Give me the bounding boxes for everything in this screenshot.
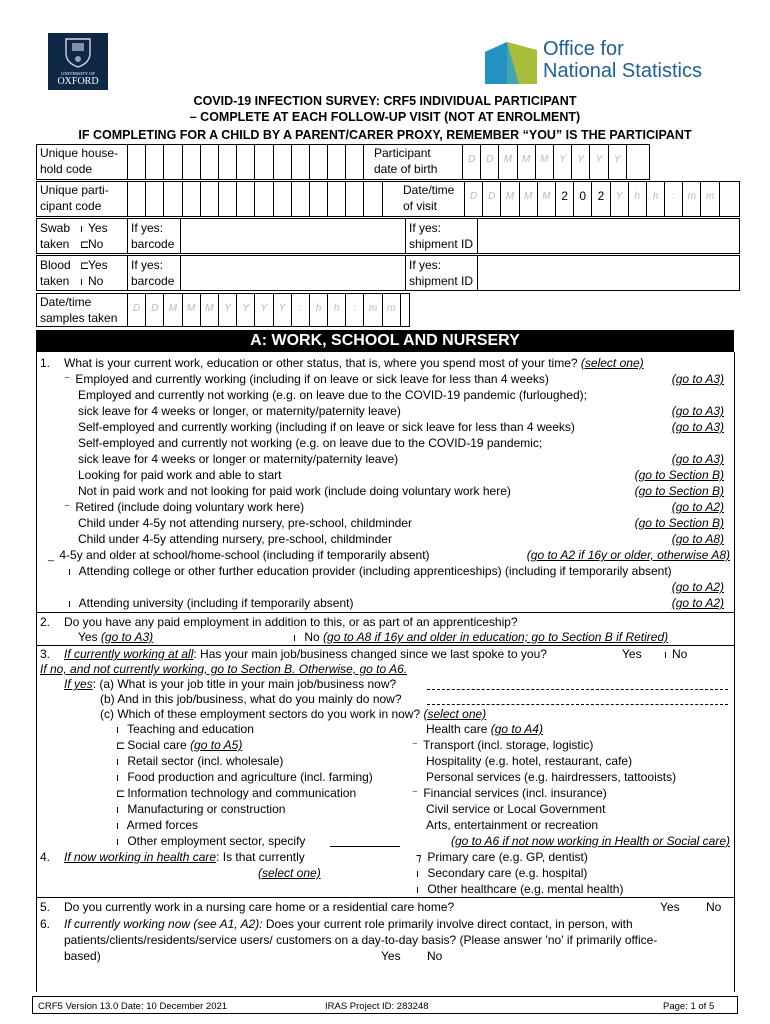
swab-label-2: taken xyxy=(40,237,70,251)
oxford-big-text: OXFORD xyxy=(57,76,99,87)
dob-grid-cell[interactable]: Y xyxy=(590,144,608,180)
q2-no-option[interactable]: ı No (go to A8 if 16y and older in education; go to Section B if Retired) xyxy=(293,630,669,644)
samples-grid-cell[interactable]: h xyxy=(328,293,346,327)
q6-no-option[interactable]: No xyxy=(427,949,443,963)
visit-datetime-cells[interactable] xyxy=(464,181,720,217)
samples-grid-cell[interactable]: Y xyxy=(255,293,273,327)
q5-text: Do you currently work in a nursing care home or a residential care home? xyxy=(64,900,455,914)
q4-secondary-care[interactable]: ı Secondary care (e.g. hospital) xyxy=(416,866,588,880)
q3b-text: (b) And in this job/business, what do you mainly do now? xyxy=(100,692,402,706)
sector-other[interactable]: ı Other employment sector, specify xyxy=(116,834,306,848)
q1-option-employed-not-working-2: sick leave for 4 weeks or longer, or maternity/paternity leave) xyxy=(78,404,401,418)
samples-grid-cell[interactable]: D xyxy=(146,293,164,327)
samples-grid-cell[interactable]: M xyxy=(201,293,219,327)
samples-datetime-cells[interactable] xyxy=(127,293,401,327)
q1-opt7-goto: (go to A2) xyxy=(671,500,724,514)
samples-grid-cell[interactable]: : xyxy=(292,293,310,327)
sector-retail[interactable]: ı Retail sector (incl. wholesale) xyxy=(116,754,284,768)
dob-cells[interactable] xyxy=(462,144,627,180)
q5-number: 5. xyxy=(40,900,51,914)
q1-opt3-goto: (go to A3) xyxy=(671,420,724,434)
q1-text: What is your current work, education or other status, that is, where you spend most of your time? (select one) xyxy=(64,356,644,370)
samples-grid-cell[interactable]: M xyxy=(164,293,182,327)
sector-armed-forces[interactable]: ı Armed forces xyxy=(116,818,199,832)
visit-grid-cell[interactable]: Y xyxy=(611,181,629,217)
q1-opt6-goto: (go to Section B) xyxy=(634,484,724,498)
blood-label-2: taken xyxy=(40,274,70,288)
q4-number: 4. xyxy=(40,850,51,864)
dob-grid-cell[interactable]: M xyxy=(499,144,517,180)
household-code-cells[interactable] xyxy=(127,144,364,180)
visit-grid-cell[interactable]: 2 xyxy=(592,181,610,217)
sector-transport[interactable]: ⁻ Transport (incl. storage, logistic) xyxy=(412,738,594,752)
samples-grid-cell[interactable]: D xyxy=(128,293,146,327)
blood-no-label: No xyxy=(88,274,104,288)
samples-grid-cell[interactable]: Y xyxy=(274,293,292,327)
q6-text-3: based) xyxy=(64,949,101,963)
participant-label-1: Unique parti- xyxy=(40,183,109,197)
samples-grid-cell[interactable]: Y xyxy=(219,293,237,327)
q3c-text: (c) Which of these employment sectors do you work in now? (select one) xyxy=(100,707,487,721)
dob-grid-cell[interactable]: D xyxy=(481,144,499,180)
q5-no-option[interactable]: No xyxy=(706,900,722,914)
survey-title: COVID-19 INFECTION SURVEY: CRF5 INDIVIDUAL PARTICIPANT xyxy=(193,94,577,108)
visit-grid-cell[interactable]: m xyxy=(683,181,701,217)
q1-opt9-goto: (go to A8) xyxy=(671,532,724,546)
q3-no-option[interactable]: ı No xyxy=(664,647,688,661)
q4-other-healthcare[interactable]: ı Other healthcare (e.g. mental health) xyxy=(416,882,624,896)
blood-yes-option[interactable]: ⊏Yes xyxy=(80,258,108,272)
sector-food[interactable]: ı Food production and agriculture (incl. farming) xyxy=(116,770,373,784)
oxford-logo xyxy=(48,33,108,90)
sector-hospitality[interactable]: Hospitality (e.g. hotel, restaurant, cafe) xyxy=(426,754,633,768)
q1-option-employed-not-working[interactable]: Employed and currently not working (e.g. on leave due to the COVID-19 pandemic (furloughed); xyxy=(78,388,587,402)
samples-label-2: samples taken xyxy=(40,311,118,325)
q6-number: 6. xyxy=(40,917,51,931)
visit-label-2: of visit xyxy=(403,199,438,213)
oxford-small-text: UNIVERSITY OF xyxy=(61,71,95,76)
q3b-answer-line[interactable] xyxy=(427,704,728,705)
sector-it[interactable]: ⊏ Information technology and communication xyxy=(116,786,357,800)
q1-option-school[interactable]: _ 4-5y and older at school/home-school (including if temporarily absent) xyxy=(48,548,430,562)
blood-no-option[interactable]: ı No xyxy=(80,274,104,288)
sector-teaching[interactable]: ı Teaching and education xyxy=(116,722,254,736)
footer-page: Page: 1 of 5 xyxy=(663,1001,715,1012)
q3-routing: If no, and not currently working, go to Section B. Otherwise, go to A6. xyxy=(40,662,408,676)
visit-grid-cell[interactable]: D xyxy=(465,181,483,217)
q1-opt1-goto: (go to A3) xyxy=(671,372,724,386)
swab-label-1: Swab xyxy=(40,221,71,235)
q1-option-self-employed-not-working-2: sick leave for 4 weeks or longer or maternity/paternity leave) xyxy=(78,452,399,466)
visit-grid-cell[interactable]: M xyxy=(501,181,519,217)
samples-grid-cell[interactable]: : xyxy=(346,293,364,327)
q1-opt8-goto: (go to Section B) xyxy=(634,516,724,530)
q1-option-retired[interactable]: ⁻ Retired (include doing voluntary work here) xyxy=(64,500,305,514)
samples-grid-cell[interactable]: Y xyxy=(237,293,255,327)
dob-grid-cell[interactable]: Y xyxy=(609,144,627,180)
q1-opt5-goto: (go to Section B) xyxy=(634,468,724,482)
samples-label-1: Date/time xyxy=(40,295,92,309)
dob-grid-cell[interactable]: Y xyxy=(572,144,590,180)
visit-grid-cell[interactable]: h xyxy=(629,181,647,217)
sector-civil-service[interactable]: Civil service or Local Government xyxy=(426,802,606,816)
q5-yes-option[interactable]: Yes xyxy=(660,900,680,914)
q6-text-2: patients/clients/residents/service users/ customers on a day-to-day basis? (Please answer 'no' if primarily office- xyxy=(64,933,658,947)
survey-subtitle: – COMPLETE AT EACH FOLLOW-UP VISIT (NOT AT ENROLMENT) xyxy=(189,110,581,124)
dob-grid-cell[interactable]: M xyxy=(536,144,554,180)
blood-label-1: Blood xyxy=(40,258,71,272)
sector-other-goto: (go to A6 if not now working in Health or Social care) xyxy=(450,834,730,848)
visit-grid-cell[interactable]: 0 xyxy=(574,181,592,217)
q4-hint: (select one) xyxy=(258,866,321,880)
q3a-answer-line[interactable] xyxy=(427,689,728,690)
household-label-1: Unique house- xyxy=(40,146,119,160)
sector-manufacturing[interactable]: ı Manufacturing or construction xyxy=(116,802,286,816)
blood-shipment-label-1: If yes: xyxy=(409,258,442,272)
visit-grid-cell[interactable]: 2 xyxy=(556,181,574,217)
swab-shipment-label-1: If yes: xyxy=(409,221,442,235)
blood-yes-label: Yes xyxy=(88,258,108,272)
q2-text: Do you have any paid employment in addition to this, or as part of an apprenticeship? xyxy=(64,615,518,629)
q1-option-university[interactable]: ı Attending university (including if temporarily absent) xyxy=(68,596,354,610)
participant-label-2: cipant code xyxy=(40,199,102,213)
q4-text: If now working in health care: Is that currently xyxy=(64,850,305,864)
q2-number: 2. xyxy=(40,615,51,629)
household-label-2: hold code xyxy=(40,162,93,176)
q1-option-child-no-nursery[interactable]: Child under 4-5y not attending nursery, pre-school, childminder xyxy=(78,516,412,530)
footer-iras: IRAS Project ID: 283248 xyxy=(325,1001,429,1012)
sector-personal-services[interactable]: Personal services (e.g. hairdressers, tattooists) xyxy=(426,770,677,784)
ons-line2: National Statistics xyxy=(543,60,702,82)
swab-barcode-label-1: If yes: xyxy=(131,221,164,235)
dob-grid-cell[interactable]: D xyxy=(463,144,481,180)
q1-option-child-nursery[interactable]: Child under 4-5y attending nursery, pre-school, childminder xyxy=(78,532,392,546)
q3a-text: If yes: (a) What is your job title in your main job/business now? xyxy=(64,677,397,691)
q6-text: If currently working now (see A1, A2): Does your current role primarily involve direct contact, in person, with xyxy=(64,917,633,931)
swab-no-option[interactable]: ⊏No xyxy=(80,237,104,251)
q1-opt12-goto: (go to A2) xyxy=(671,596,724,610)
dob-label-1: Participant xyxy=(374,146,431,160)
swab-shipment-label-2: shipment ID xyxy=(409,237,474,251)
q4-primary-care[interactable]: ⁊ Primary care (e.g. GP, dentist) xyxy=(416,850,588,864)
q2-yes-option[interactable]: Yes (go to A3) xyxy=(78,630,154,644)
ons-mark-icon xyxy=(485,38,537,84)
q1-option-self-employed-not-working[interactable]: Self-employed and currently not working (e.g. on leave due to the COVID-19 pandemic; xyxy=(78,436,543,450)
q1-opt4-goto: (go to A3) xyxy=(671,452,724,466)
visit-label-1: Date/time xyxy=(403,183,455,197)
visit-grid-cell[interactable]: D xyxy=(483,181,501,217)
swab-no-label: No xyxy=(88,237,104,251)
sector-arts[interactable]: Arts, entertainment or recreation xyxy=(426,818,599,832)
dob-grid-cell[interactable]: M xyxy=(518,144,536,180)
dob-label-2: date of birth xyxy=(374,162,438,176)
visit-grid-cell[interactable]: m xyxy=(701,181,719,217)
sector-other-specify-line[interactable] xyxy=(330,846,400,847)
swab-yes-label: Yes xyxy=(88,221,108,235)
q1-opt11-goto: (go to A2) xyxy=(671,580,724,594)
blood-barcode-label-2: barcode xyxy=(131,274,175,288)
q3-number: 3. xyxy=(40,647,51,661)
footer-version: CRF5 Version 13.0 Date: 10 December 2021 xyxy=(38,1001,228,1012)
q1-option-employed-working[interactable]: ⁻ Employed and currently working (including if on leave or sick leave for less than 4 weeks) xyxy=(64,372,549,386)
q3-yes-option[interactable]: Yes xyxy=(622,647,642,661)
dob-grid-cell[interactable]: Y xyxy=(554,144,572,180)
blood-shipment-label-2: shipment ID xyxy=(409,274,474,288)
swab-yes-option[interactable]: ı Yes xyxy=(80,221,108,235)
visit-grid-cell[interactable]: M xyxy=(538,181,556,217)
samples-grid-cell[interactable]: h xyxy=(310,293,328,327)
proxy-instruction: IF COMPLETING FOR A CHILD BY A PARENT/CARER PROXY, REMEMBER “YOU” IS THE PARTICIPANT xyxy=(78,128,692,142)
q6-yes-option[interactable]: Yes xyxy=(381,949,401,963)
q1-opt10-goto: (go to A2 if 16y or older, otherwise A8) xyxy=(526,548,730,562)
q1-opt2-goto: (go to A3) xyxy=(671,404,724,418)
visit-grid-cell[interactable]: h xyxy=(647,181,665,217)
q1-option-looking-for-work[interactable]: Looking for paid work and able to start xyxy=(78,468,282,482)
visit-grid-cell[interactable]: : xyxy=(665,181,683,217)
samples-grid-cell[interactable]: m xyxy=(383,293,401,327)
section-a-header: A: WORK, SCHOOL AND NURSERY xyxy=(36,330,734,352)
q1-option-college[interactable]: ı Attending college or other further education provider (including apprenticeships) (including if temporarily absent) xyxy=(68,564,672,578)
samples-grid-cell[interactable]: m xyxy=(364,293,382,327)
swab-barcode-label-2: barcode xyxy=(131,237,175,251)
sector-health-care[interactable]: Health care (go to A4) xyxy=(426,722,543,736)
visit-grid-cell[interactable]: M xyxy=(520,181,538,217)
ons-logo xyxy=(485,38,735,88)
sector-social-care[interactable]: ⊏ Social care (go to A5) xyxy=(116,738,243,752)
participant-code-cells[interactable] xyxy=(127,181,383,217)
q3-text: If currently working at all: Has your main job/business changed since we last spoke to you? xyxy=(64,647,547,661)
q1-option-self-employed-working[interactable]: Self-employed and currently working (including if on leave or sick leave for less than 4 weeks) xyxy=(78,420,575,434)
sector-financial[interactable]: ⁻ Financial services (incl. insurance) xyxy=(412,786,607,800)
ons-line1: Office for xyxy=(543,38,624,60)
q1-option-not-in-paid-work[interactable]: Not in paid work and not looking for paid work (include doing voluntary work here) xyxy=(78,484,511,498)
samples-grid-cell[interactable]: M xyxy=(183,293,201,327)
blood-barcode-label-1: If yes: xyxy=(131,258,164,272)
oxford-crest-icon xyxy=(48,33,108,73)
q1-number: 1. xyxy=(40,356,51,370)
